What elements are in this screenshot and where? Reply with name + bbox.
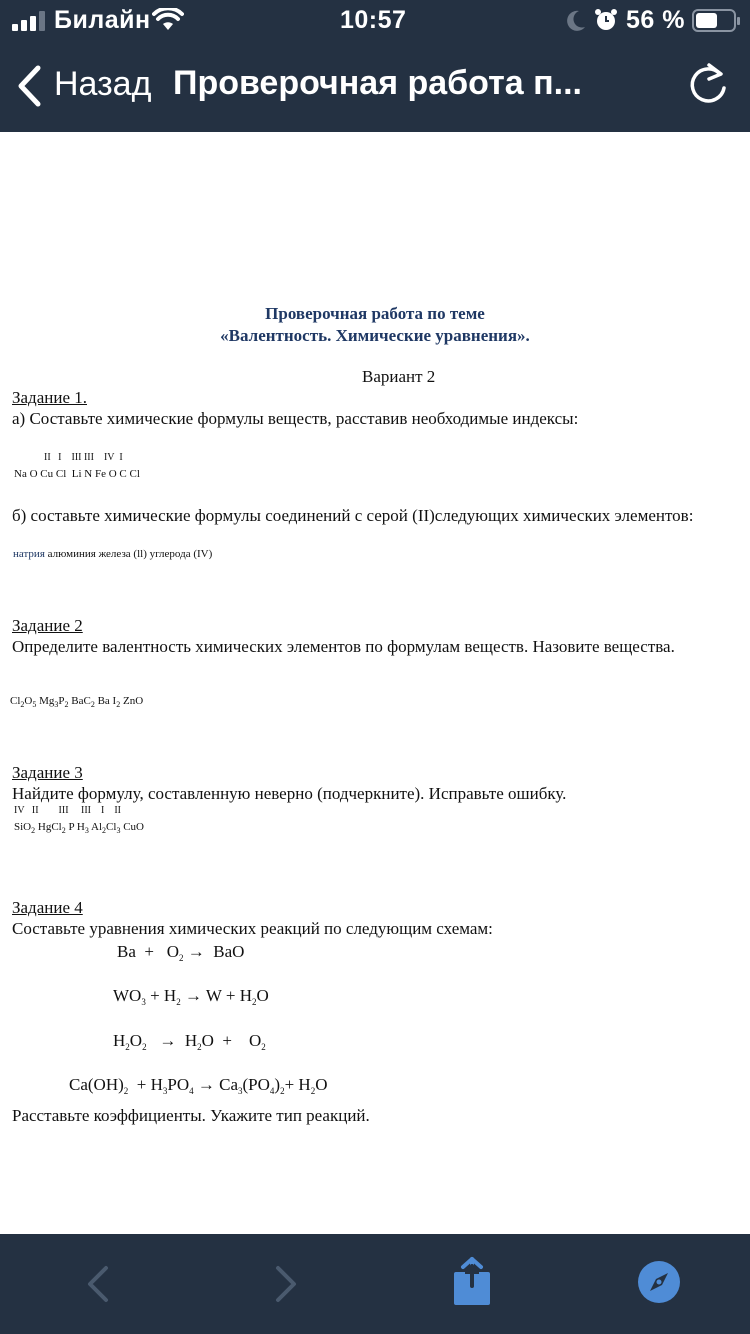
- equation-3: $H_2O_2 \to H_2O$ + $O_2$: [113, 1031, 266, 1052]
- battery-percent: 56 %: [626, 6, 685, 34]
- task1-elements: Na O Cu Cl Li N Fe O C Cl: [14, 468, 140, 480]
- share-icon[interactable]: [451, 1256, 493, 1306]
- variant-label: Вариант 2: [362, 367, 436, 386]
- back-label: Назад: [54, 65, 152, 103]
- page-title: Проверочная работа п...: [173, 64, 582, 102]
- navigation-bar: [0, 42, 750, 132]
- bottom-toolbar: [0, 1234, 750, 1334]
- task1-heading: Задание 1.: [12, 388, 87, 407]
- clock: 10:57: [340, 6, 407, 34]
- reload-icon[interactable]: [687, 62, 729, 108]
- task3-valences: IV II III III I II: [14, 805, 122, 816]
- task1-elements-list: [13, 548, 212, 560]
- doc-title-line2: «Валентность. Химические уравнения».: [220, 326, 530, 345]
- task3-heading: Задание 3: [12, 763, 83, 782]
- doc-title-line1: Проверочная работа по теме: [265, 304, 485, 323]
- compass-icon[interactable]: [637, 1260, 681, 1304]
- equation-4: $Ca(OH)_2 + H_3PO_4 \to Ca_3(PO_4)_2+ H_2O$: [69, 1075, 328, 1096]
- element-sodium: натрия: [13, 548, 45, 560]
- task3-formulas: SiO$_2$ HgCl$_2$ P $H_3$ $Al_2Cl_3$ CuO: [14, 821, 144, 835]
- task1-valences: II I III III IV I: [44, 452, 123, 463]
- task4-text: Составьте уравнения химических реакций по следующим схемам:: [12, 919, 493, 938]
- task2-text: Определите валентность химических элементов по формулам веществ. Назовите вещества.: [12, 637, 675, 656]
- forward-arrow-icon[interactable]: [272, 1264, 300, 1304]
- alarm-icon: [594, 7, 618, 33]
- chevron-left-icon: [14, 64, 44, 108]
- document-view[interactable]: [0, 132, 750, 1234]
- battery-icon: [692, 9, 742, 33]
- status-bar: [0, 0, 750, 42]
- task4-heading: Задание 4: [12, 898, 83, 917]
- task1-part-b: б) составьте химические формулы соединений с серой (II)следующих химических элементов:: [12, 506, 694, 525]
- moon-icon: [565, 9, 587, 33]
- equation-2: $WO_3 + H_2 \to W + H_2O$: [113, 986, 269, 1007]
- task2-heading: Задание 2: [12, 616, 83, 635]
- equation-1: $Ba + O_2$ → BaO: [117, 942, 245, 963]
- back-arrow-icon[interactable]: [84, 1264, 112, 1304]
- signal-icon: [12, 11, 46, 31]
- task1-part-a: а) Составьте химические формулы веществ, расставив необходимые индексы:: [12, 409, 579, 428]
- wifi-icon: [152, 8, 184, 32]
- elements-rest: алюминия железа (ll) углерода (IV): [44, 548, 213, 560]
- task2-formulas: $Cl_2O_5$ $Mg_3P_2$ BaC$_2$ Ba $I_2$ ZnO: [10, 695, 144, 709]
- task4-footer: Расставьте коэффициенты. Укажите тип реакций.: [12, 1106, 370, 1125]
- carrier-name: Билайн: [54, 6, 151, 34]
- task3-text: Найдите формулу, составленную неверно (подчеркните). Исправьте ошибку.: [12, 784, 567, 803]
